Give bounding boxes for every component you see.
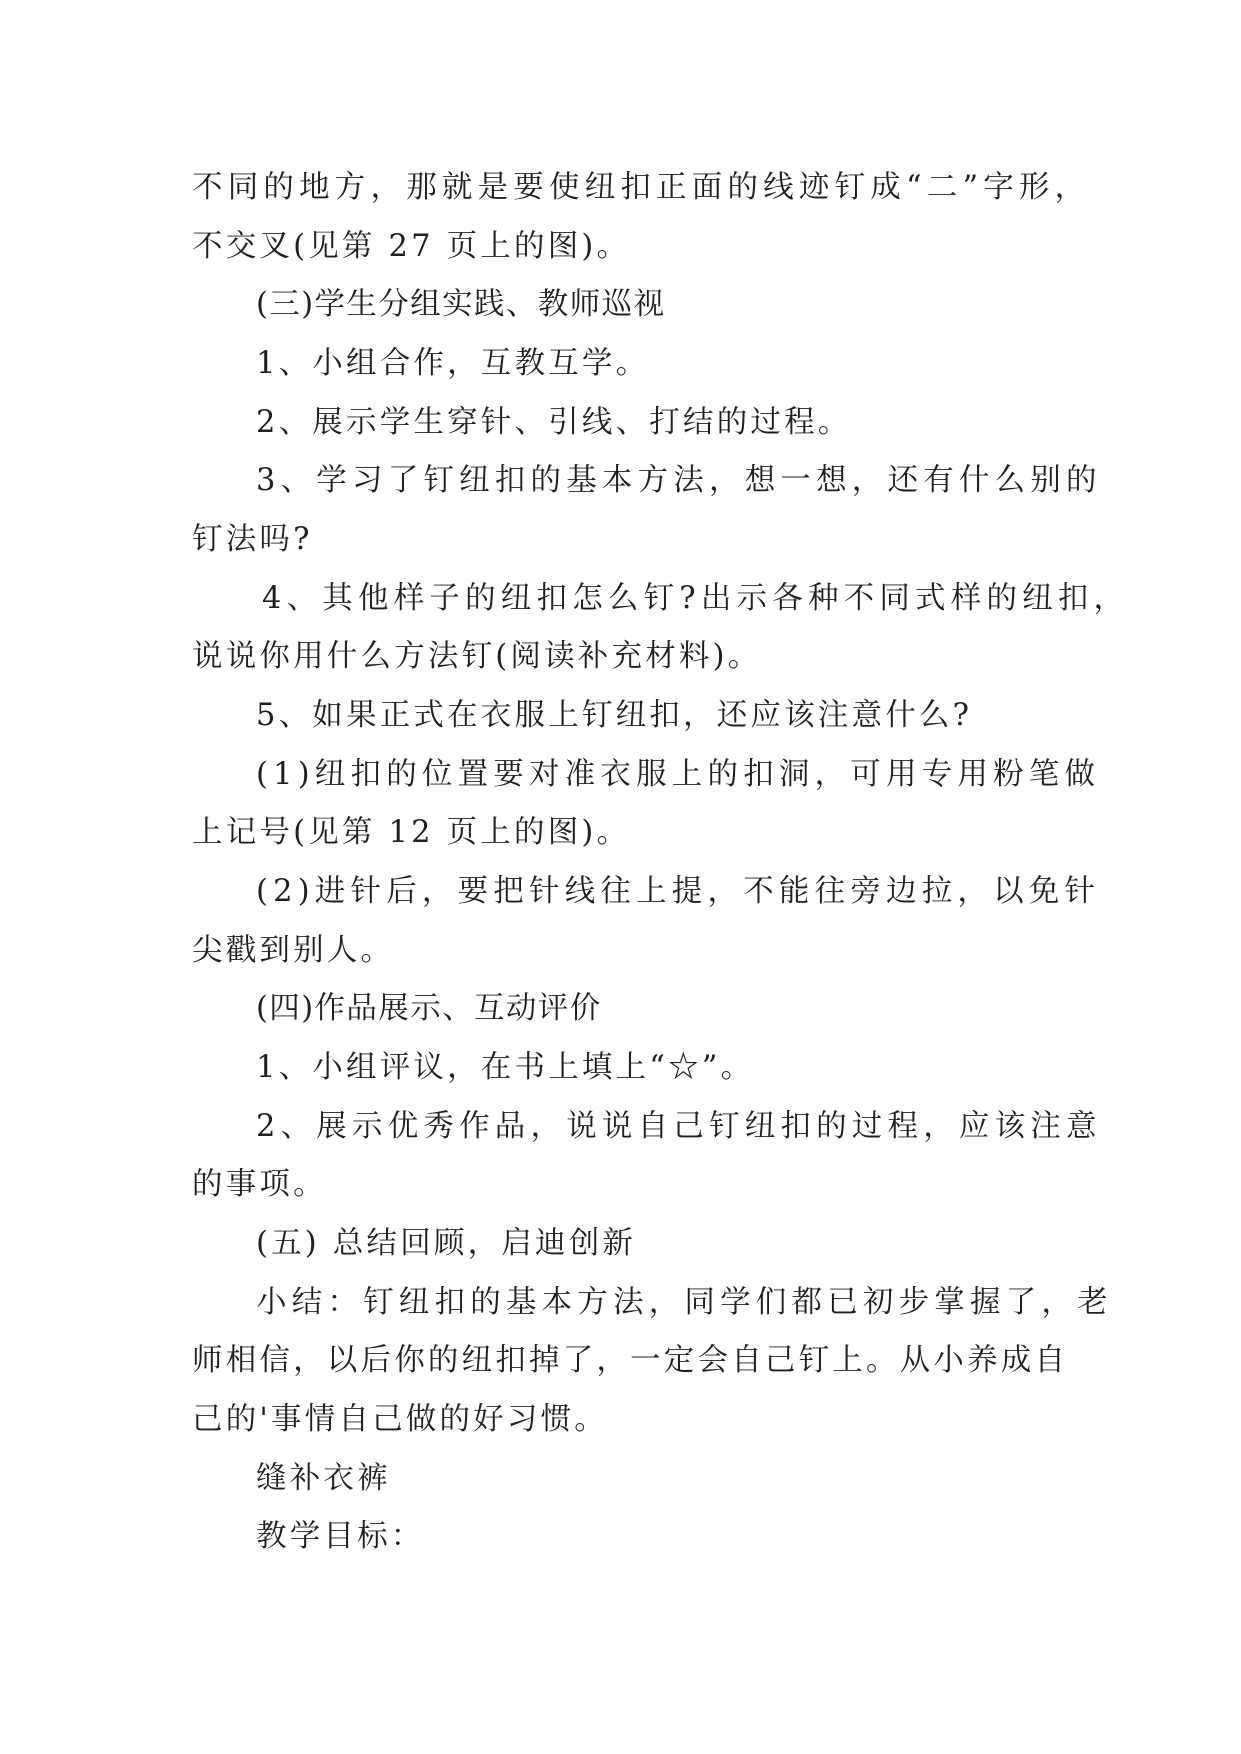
paragraph-line: 说说你用什么方法钉(阅读补充材料)。 [192,639,762,674]
summary-paragraph: 小结：钉纽扣的基本方法，同学们都已初步掌握了，老 [256,1285,1113,1320]
paragraph-line: 钉法吗? [192,522,313,557]
sub-list-item: (1)纽扣的位置要对准衣服上的扣洞，可用专用粉笔做 [256,757,1101,792]
list-item: 2、展示学生穿针、引线、打结的过程。 [256,405,852,440]
list-item: 1、小组合作，互教互学。 [256,346,650,381]
paragraph-line: 不交叉(见第 27 页上的图)。 [192,229,631,264]
list-item: 4、其他样子的纽扣怎么钉?出示各种不同式样的纽扣， [262,581,1130,616]
paragraph-line: 的事项。 [192,1167,327,1202]
teaching-goals-heading: 教学目标： [256,1519,425,1554]
list-item: 5、如果正式在衣服上钉纽扣，还应该注意什么? [256,698,973,733]
paragraph-line: 不同的地方，那就是要使纽扣正面的线迹钉成“二”字形， [192,170,1091,205]
list-item: 3、学习了钉纽扣的基本方法，想一想，还有什么别的 [256,463,1102,498]
section-heading: (三)学生分组实践、教师巡视 [256,287,666,322]
paragraph-line: 上记号(见第 12 页上的图)。 [192,815,631,850]
paragraph-line: 己的'事情自己做的好习惯。 [192,1402,608,1437]
lesson-title: 缝补衣裤 [256,1461,391,1496]
sub-list-item: (2)进针后，要把针线往上提，不能往旁边拉，以免针 [256,874,1101,909]
paragraph-line: 师相信，以后你的纽扣掉了，一定会自己钉上。从小养成自 [192,1343,1069,1378]
paragraph-line: 尖戳到别人。 [192,933,395,968]
section-heading: (四)作品展示、互动评价 [256,991,602,1026]
section-heading: (五) 总结回顾，启迪创新 [256,1226,637,1261]
list-item: 2、展示优秀作品，说说自己钉纽扣的过程，应该注意 [256,1109,1102,1144]
list-item: 1、小组评议，在书上填上“☆”。 [256,1050,755,1085]
